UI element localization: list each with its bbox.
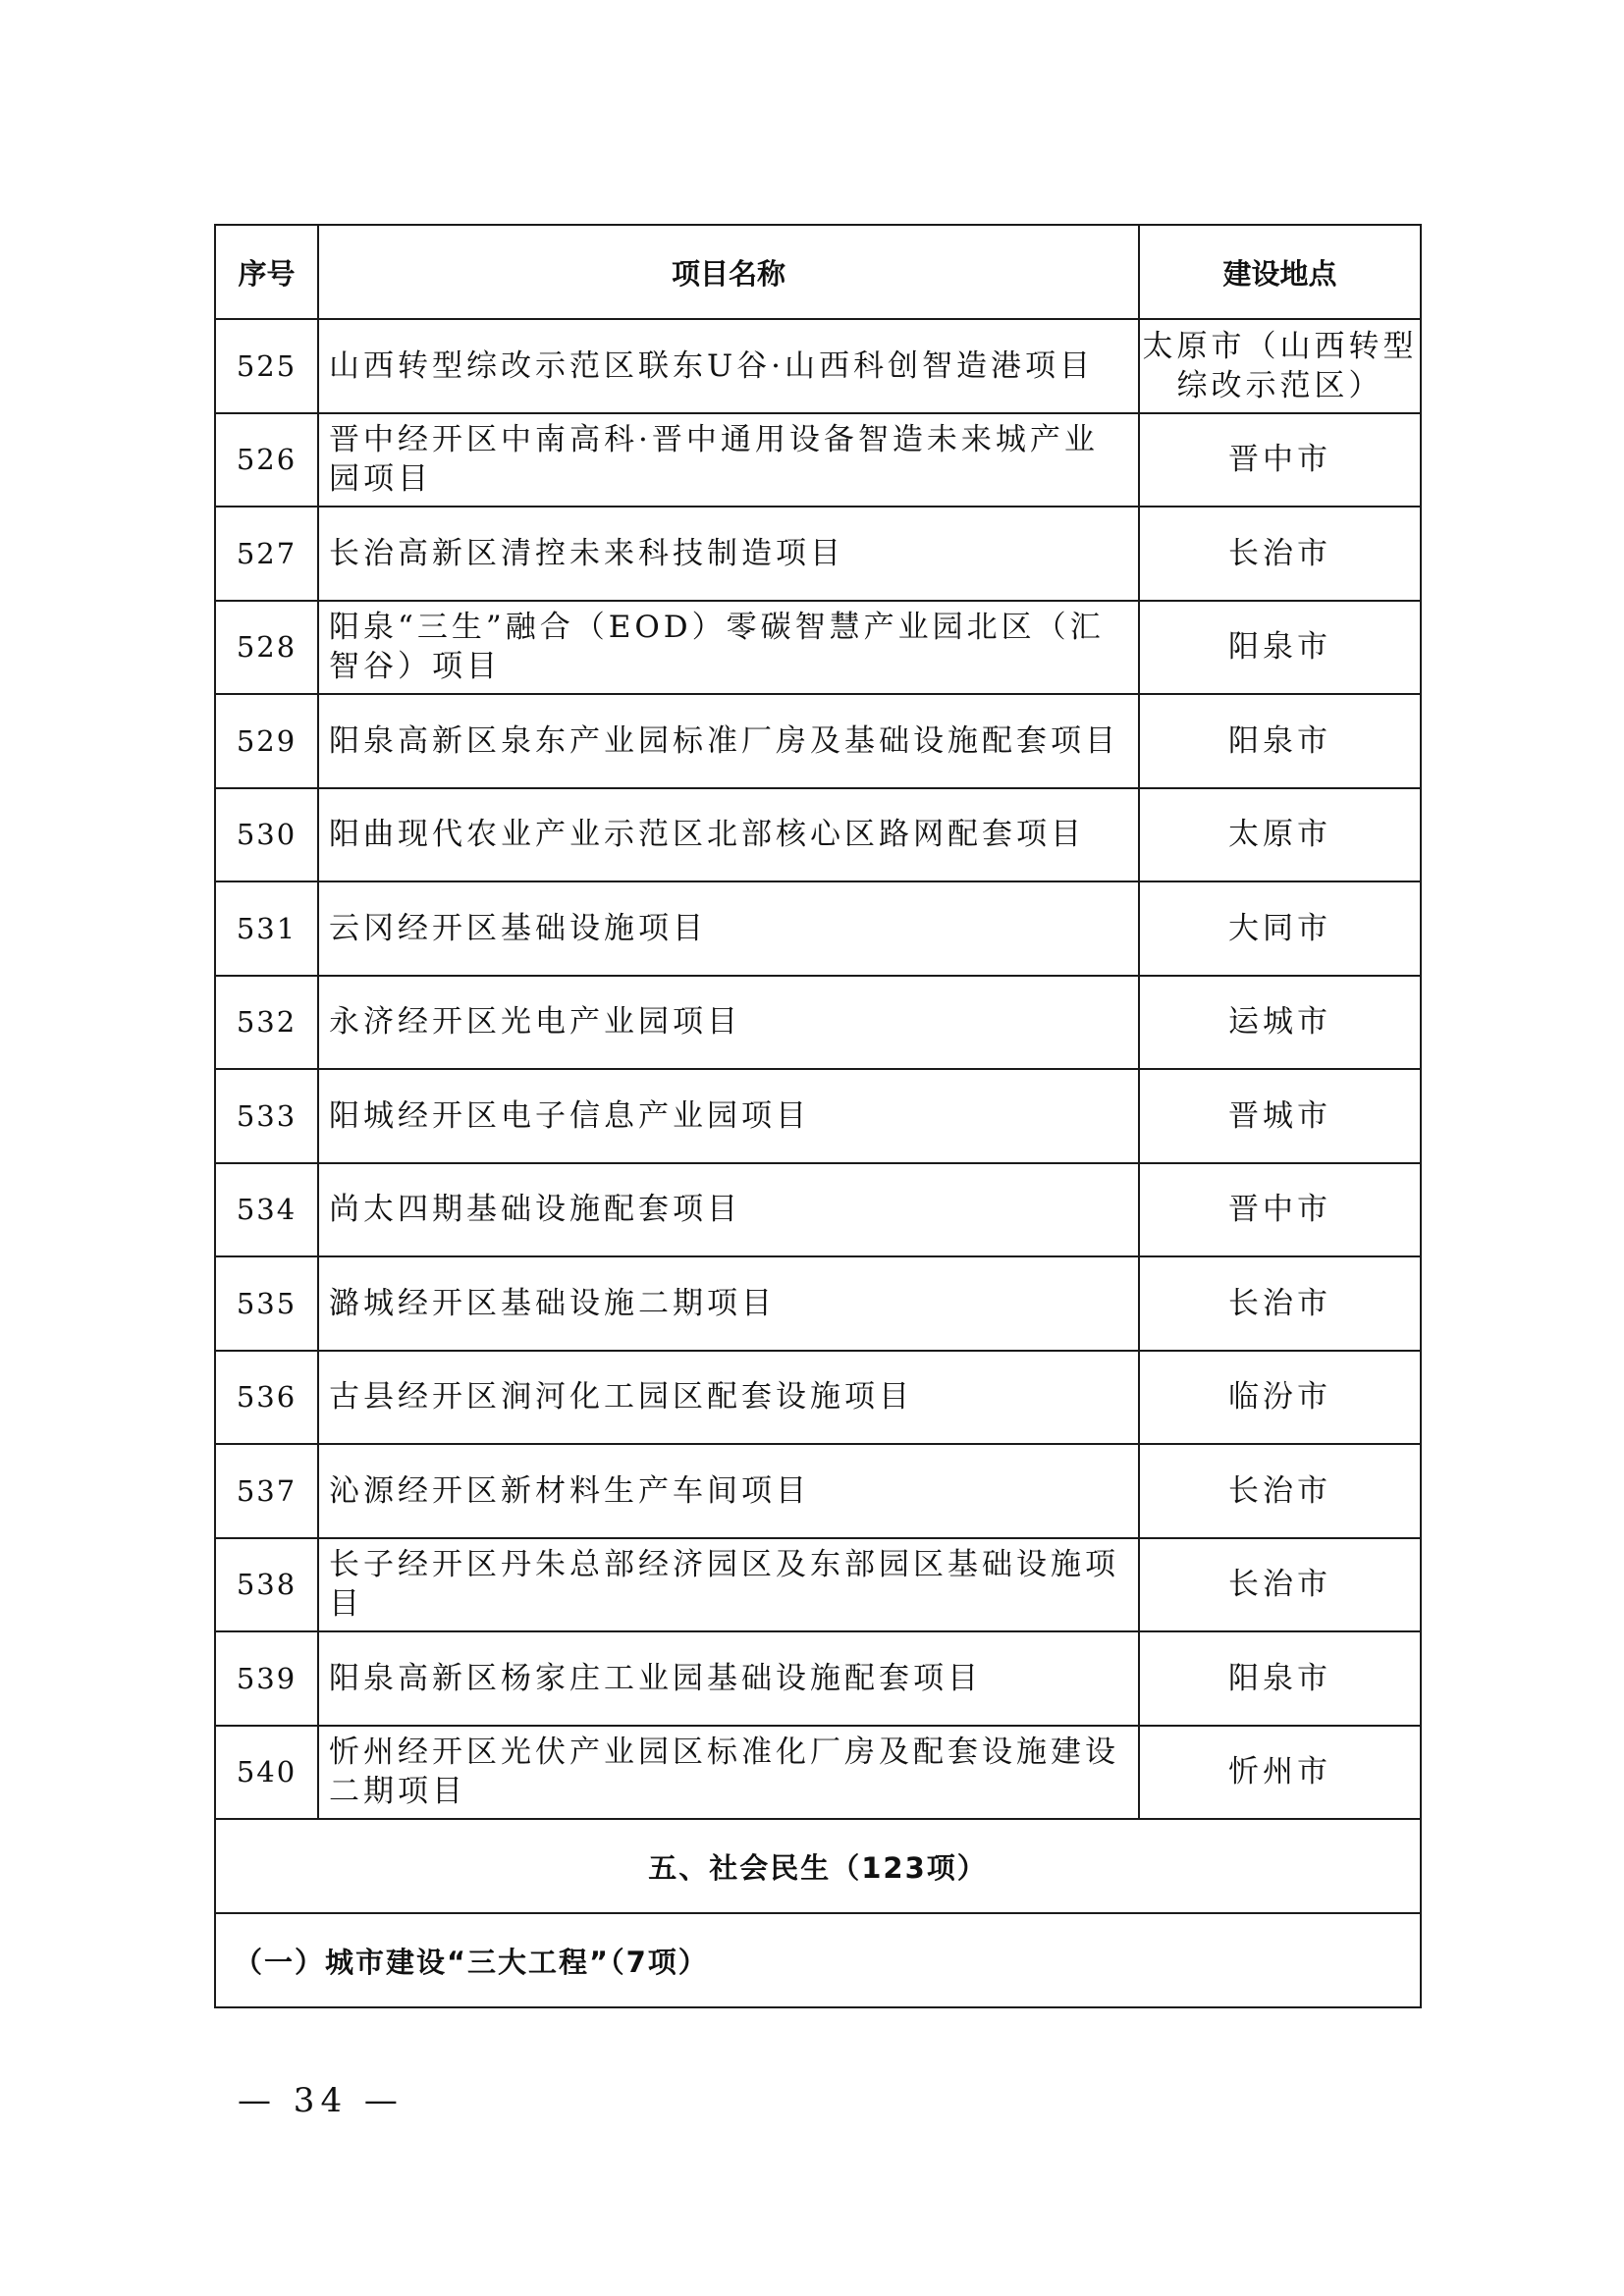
serial-number-cell: 527 (215, 507, 318, 601)
table-row (215, 413, 1421, 507)
serial-number-cell: 532 (215, 976, 318, 1070)
subsection-title: （一）城市建设“三大工程”（7项） (215, 1913, 1421, 2007)
serial-number-cell: 539 (215, 1631, 318, 1726)
serial-number-cell: 534 (215, 1163, 318, 1257)
serial-number-cell: 540 (215, 1726, 318, 1820)
table-row (215, 1256, 1421, 1351)
serial-number-cell: 538 (215, 1538, 318, 1632)
location-cell: 长治市 (1139, 507, 1421, 601)
page-number: — 34 — (238, 2081, 404, 2120)
location-cell: 运城市 (1139, 976, 1421, 1070)
location-cell: 大同市 (1139, 881, 1421, 976)
table-row (215, 1538, 1421, 1632)
table-row (215, 1631, 1421, 1726)
serial-number-cell: 535 (215, 1256, 318, 1351)
header-location: 建设地点 (1139, 225, 1421, 319)
project-name-cell: 阳曲现代农业产业示范区北部核心区路网配套项目 (318, 788, 1139, 882)
table-row (215, 601, 1421, 695)
location-cell: 忻州市 (1139, 1726, 1421, 1820)
serial-number-cell: 530 (215, 788, 318, 882)
project-name-cell: 尚太四期基础设施配套项目 (318, 1163, 1139, 1257)
table-row (215, 1069, 1421, 1163)
section-title: 五、社会民生（123项） (215, 1819, 1421, 1913)
table-row (215, 319, 1421, 413)
location-cell: 临汾市 (1139, 1351, 1421, 1445)
header-project-name: 项目名称 (318, 225, 1139, 319)
serial-number-cell: 525 (215, 319, 318, 413)
project-name-cell: 云冈经开区基础设施项目 (318, 881, 1139, 976)
location-cell: 阳泉市 (1139, 694, 1421, 788)
project-name-cell: 忻州经开区光伏产业园区标准化厂房及配套设施建设二期项目 (318, 1726, 1139, 1820)
project-name-cell: 阳泉“三生”融合（EOD）零碳智慧产业园北区（汇智谷）项目 (318, 601, 1139, 695)
subsection-heading-row (215, 1913, 1421, 2007)
table-row (215, 694, 1421, 788)
table-row (215, 976, 1421, 1070)
table-row (215, 788, 1421, 882)
table-row (215, 1444, 1421, 1538)
project-name-cell: 阳泉高新区杨家庄工业园基础设施配套项目 (318, 1631, 1139, 1726)
header-serial-number: 序号 (215, 225, 318, 319)
location-cell: 太原市 (1139, 788, 1421, 882)
project-name-cell: 潞城经开区基础设施二期项目 (318, 1256, 1139, 1351)
project-name-cell: 长治高新区清控未来科技制造项目 (318, 507, 1139, 601)
project-name-cell: 永济经开区光电产业园项目 (318, 976, 1139, 1070)
location-cell: 长治市 (1139, 1256, 1421, 1351)
serial-number-cell: 536 (215, 1351, 318, 1445)
table-header-row (215, 225, 1421, 319)
project-name-cell: 阳城经开区电子信息产业园项目 (318, 1069, 1139, 1163)
location-cell: 长治市 (1139, 1538, 1421, 1632)
table-row (215, 1351, 1421, 1445)
location-cell: 晋城市 (1139, 1069, 1421, 1163)
table-row (215, 507, 1421, 601)
project-name-cell: 阳泉高新区泉东产业园标准厂房及基础设施配套项目 (318, 694, 1139, 788)
location-cell: 长治市 (1139, 1444, 1421, 1538)
table-row (215, 1726, 1421, 1820)
location-cell: 阳泉市 (1139, 601, 1421, 695)
project-name-cell: 古县经开区涧河化工园区配套设施项目 (318, 1351, 1139, 1445)
project-name-cell: 沁源经开区新材料生产车间项目 (318, 1444, 1139, 1538)
project-name-cell: 山西转型综改示范区联东U谷·山西科创智造港项目 (318, 319, 1139, 413)
serial-number-cell: 528 (215, 601, 318, 695)
project-name-cell: 长子经开区丹朱总部经济园区及东部园区基础设施项目 (318, 1538, 1139, 1632)
location-cell: 阳泉市 (1139, 1631, 1421, 1726)
project-name-cell: 晋中经开区中南高科·晋中通用设备智造未来城产业园项目 (318, 413, 1139, 507)
table-row (215, 1163, 1421, 1257)
location-cell: 晋中市 (1139, 413, 1421, 507)
location-cell: 晋中市 (1139, 1163, 1421, 1257)
serial-number-cell: 526 (215, 413, 318, 507)
serial-number-cell: 531 (215, 881, 318, 976)
serial-number-cell: 533 (215, 1069, 318, 1163)
section-heading-row (215, 1819, 1421, 1913)
serial-number-cell: 529 (215, 694, 318, 788)
location-cell: 太原市（山西转型综改示范区） (1139, 319, 1421, 413)
serial-number-cell: 537 (215, 1444, 318, 1538)
table-row (215, 881, 1421, 976)
project-table (214, 224, 1422, 2008)
